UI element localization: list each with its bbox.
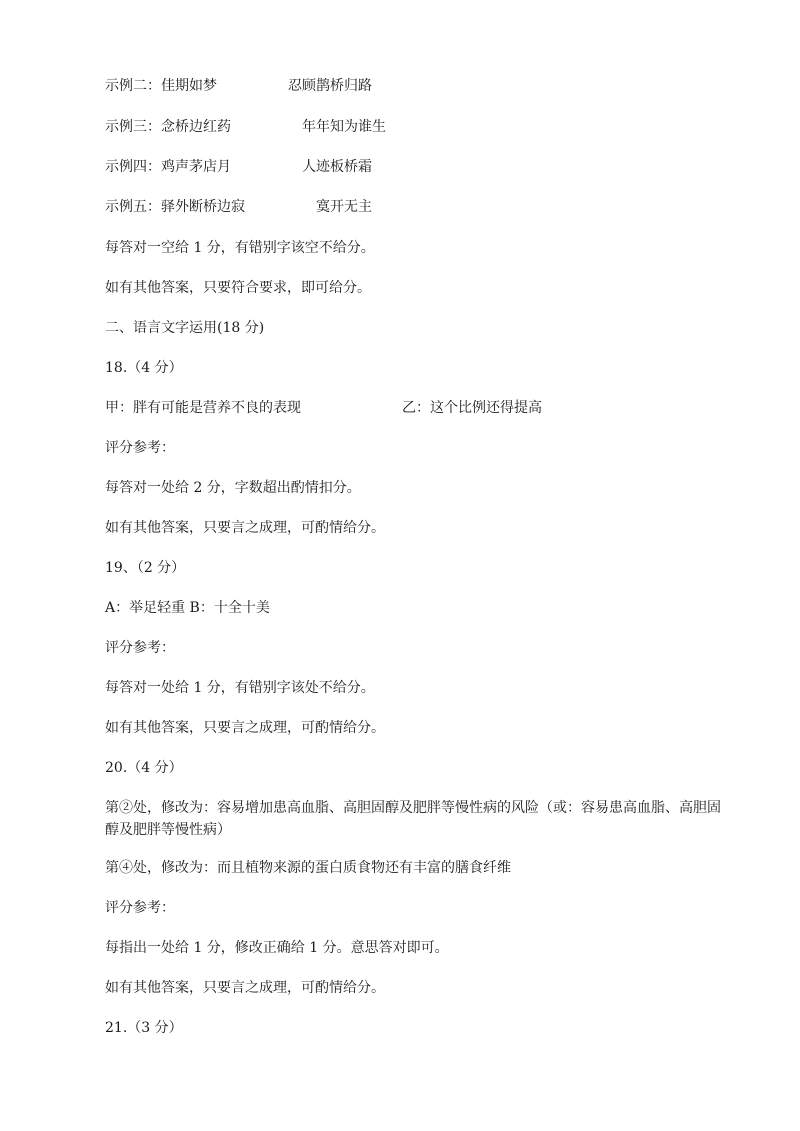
question-18-answer-jia: 甲：胖有可能是营养不良的表现 (105, 400, 301, 416)
other-answer-2: 如有其他答案，只要言之成理，可酌情给分。 (105, 520, 385, 536)
other-answer-3: 如有其他答案，只要言之成理，可酌情给分。 (105, 720, 385, 736)
example-4-first: 示例四：鸡声茅店月 (105, 159, 231, 175)
example-3-first: 示例三：念桥边红药 (105, 119, 231, 135)
question-20-fix-4: 第④处，修改为：而且植物来源的蛋白质食物还有丰富的膳食纤维 (105, 860, 511, 876)
question-19-heading: 19、（2 分） (105, 560, 186, 576)
example-5-second: 寞开无主 (316, 199, 372, 215)
question-18-heading: 18.（4 分） (105, 360, 183, 376)
score-rule-4: 每指出一处给 1 分，修改正确给 1 分。意思答对即可。 (105, 940, 449, 956)
question-20-fix-2: 第②处，修改为：容易增加患高血脂、高胆固醇及肥胖等慢性病的风险（或：容易患高血脂、高胆固醇及肥胖等慢性病） (105, 800, 721, 838)
other-answer-4: 如有其他答案，只要言之成理，可酌情给分。 (105, 980, 385, 996)
example-2-second: 忍顾鹊桥归路 (288, 78, 372, 94)
example-2-first: 示例二：佳期如梦 (105, 78, 217, 94)
score-rule-1: 每答对一空给 1 分，有错别字该空不给分。 (105, 240, 375, 256)
other-answer-1: 如有其他答案，只要符合要求，即可给分。 (105, 280, 371, 296)
score-rule-2: 每答对一处给 2 分，字数超出酌情扣分。 (105, 480, 361, 496)
score-rule-3: 每答对一处给 1 分，有错别字该处不给分。 (105, 680, 375, 696)
example-4-second: 人迹板桥霜 (302, 159, 372, 175)
example-3-second: 年年知为谁生 (302, 119, 386, 135)
question-21-heading: 21.（3 分） (105, 1020, 183, 1036)
section-heading-2: 二、语言文字运用(18 分) (105, 320, 265, 336)
question-20-heading: 20.（4 分） (105, 760, 183, 776)
scoring-reference-1: 评分参考： (105, 440, 175, 456)
question-19-answer: A：举足轻重 B：十全十美 (105, 600, 270, 616)
scoring-reference-2: 评分参考： (105, 640, 175, 656)
scoring-reference-3: 评分参考： (105, 900, 175, 916)
question-18-answer-yi: 乙：这个比例还得提高 (402, 400, 542, 416)
example-5-first: 示例五：驿外断桥边寂 (105, 199, 245, 215)
